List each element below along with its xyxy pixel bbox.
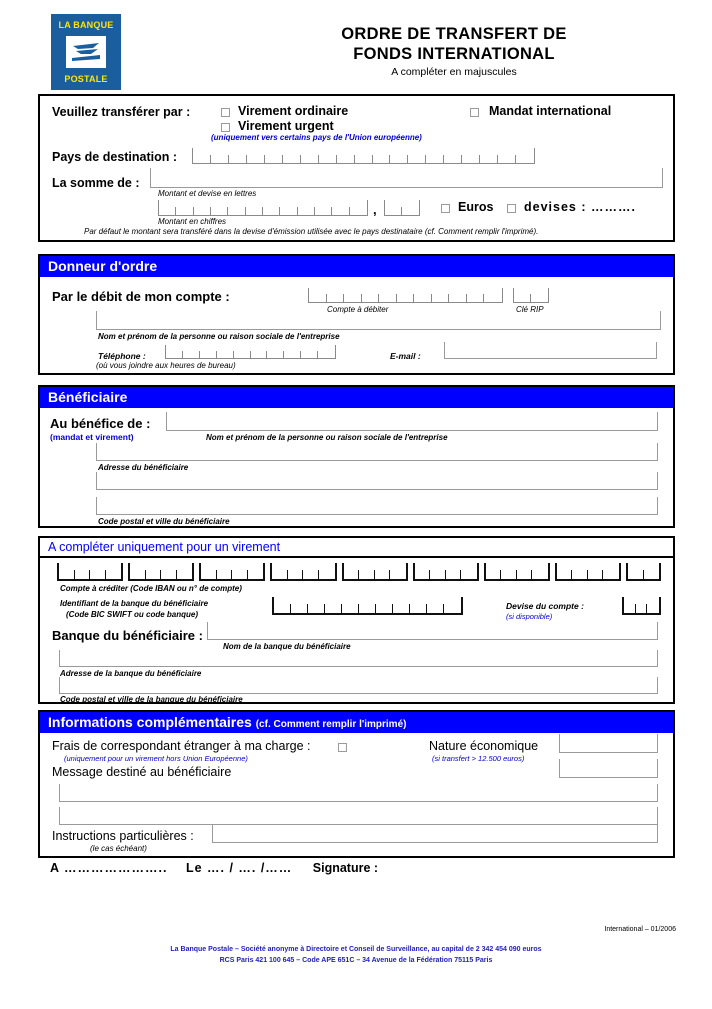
devise-compte-note: (si disponible) [506, 612, 553, 621]
comb-cell[interactable] [318, 345, 335, 358]
comb-cell[interactable] [415, 563, 431, 579]
comb-cell[interactable] [461, 563, 477, 579]
note-virement-urgent: (uniquement vers certains pays de l'Union européenne) [211, 133, 422, 142]
comb-cell[interactable] [480, 148, 498, 163]
comb-cell[interactable] [301, 148, 319, 163]
iban-group[interactable] [199, 563, 265, 581]
telephone-label: Téléphone : [98, 351, 146, 361]
transfer-intro-label: Veuillez transférer par : [52, 105, 191, 119]
checkbox-virement-urgent[interactable] [221, 123, 230, 132]
beneficiaire-section-title: Bénéficiaire [40, 387, 673, 408]
la-poste-bird-icon [66, 36, 106, 68]
devise-compte-input[interactable] [622, 597, 661, 615]
comb-cell[interactable] [373, 148, 391, 163]
checkbox-virement-ordinaire[interactable] [221, 108, 230, 117]
comb-cell[interactable] [362, 288, 380, 302]
comb-cell[interactable] [319, 148, 337, 163]
comb-cell[interactable] [263, 200, 280, 215]
message-beneficiaire-label: Message destiné au bénéficiaire [52, 765, 232, 779]
identifiant-banque-input[interactable] [272, 597, 463, 615]
frais-correspondant-label: Frais de correspondant étranger à ma charge : [52, 739, 311, 753]
comb-cell[interactable] [467, 288, 485, 302]
comb-cell[interactable] [446, 563, 462, 579]
donneur-nom-caption: Nom et prénom de la personne ou raison sociale de l'entreprise [98, 332, 340, 341]
compte-a-crediter-input[interactable] [57, 563, 661, 581]
comb-cell[interactable] [430, 563, 446, 579]
iban-group[interactable] [626, 563, 661, 581]
comb-cell[interactable] [557, 563, 573, 579]
telephone-input[interactable] [165, 345, 336, 359]
banque-adresse-caption: Adresse de la banque du bénéficiaire [60, 669, 202, 678]
infos-section-title [40, 712, 673, 733]
au-benefice-note: (mandat et virement) [50, 432, 134, 442]
comb-cell[interactable] [624, 597, 636, 613]
pays-destination-input[interactable] [192, 148, 535, 164]
comb-cell[interactable] [344, 288, 362, 302]
email-input[interactable] [444, 342, 657, 359]
banque-cp-ville-input[interactable] [59, 677, 658, 694]
label-devises: devises : ………. [524, 200, 636, 214]
title-line-2: FONDS INTERNATIONAL [353, 45, 555, 63]
comb-cell[interactable] [146, 563, 162, 579]
instructions-particulieres-label: Instructions particulières : [52, 829, 194, 843]
comb-cell[interactable] [393, 597, 410, 613]
nature-economique-input-1[interactable] [559, 734, 658, 753]
comb-cell[interactable] [501, 563, 517, 579]
telephone-note: (où vous joindre aux heures de bureau) [96, 361, 236, 370]
beneficiaire-adresse-input-2[interactable] [96, 472, 658, 490]
comb-cell[interactable] [344, 563, 360, 579]
cle-rip-caption: Clé RIP [516, 305, 544, 314]
identifiant-banque-caption-line1: Identifiant de la banque du bénéficiaire [60, 599, 209, 608]
comb-cell[interactable] [644, 563, 660, 579]
comb-cell[interactable] [462, 148, 480, 163]
comb-cell[interactable] [342, 597, 359, 613]
iban-group[interactable] [270, 563, 336, 581]
iban-group[interactable] [484, 563, 550, 581]
comb-cell[interactable] [514, 288, 531, 302]
beneficiaire-section [38, 385, 675, 528]
beneficiaire-cp-ville-caption: Code postal et ville du bénéficiaire [98, 517, 230, 526]
comb-cell[interactable] [410, 597, 427, 613]
signature-label: Signature : [312, 861, 379, 875]
comb-cell[interactable] [375, 563, 391, 579]
logo-top-text: LA BANQUE [58, 20, 114, 30]
frais-correspondant-note: (uniquement pour un virement hors Union Européenne) [64, 754, 248, 763]
comb-cell[interactable] [390, 148, 408, 163]
iban-group[interactable] [128, 563, 194, 581]
comb-cell[interactable] [200, 345, 217, 358]
comb-cell[interactable] [402, 200, 419, 215]
comb-cell[interactable] [251, 345, 268, 358]
comb-cell[interactable] [359, 563, 375, 579]
comb-cell[interactable] [636, 597, 648, 613]
compte-a-crediter-caption: Compte à créditer (Code IBAN ou n° de compte) [60, 584, 242, 593]
comb-cell[interactable] [106, 563, 122, 579]
instructions-particulieres-input[interactable] [212, 824, 658, 843]
comb-cell[interactable] [161, 563, 177, 579]
signature-lieu-label: A ………………….. [50, 861, 168, 875]
comb-cell[interactable] [325, 597, 342, 613]
comb-cell[interactable] [272, 563, 288, 579]
comb-cell[interactable] [327, 288, 345, 302]
cle-rip-input[interactable] [513, 288, 549, 303]
la-banque-postale-logo [51, 14, 121, 90]
comb-cell[interactable] [427, 597, 444, 613]
comb-cell[interactable] [498, 148, 516, 163]
decimal-separator: , [373, 202, 377, 217]
virement-section-title: A compléter uniquement pour un virement [40, 538, 673, 558]
nature-economique-label: Nature économique [429, 739, 539, 753]
comb-cell[interactable] [444, 597, 461, 613]
comb-cell[interactable] [647, 597, 659, 613]
nature-economique-note: (si transfert > 12.500 euros) [432, 754, 525, 763]
montant-decimales-input[interactable] [384, 200, 420, 216]
comb-cell[interactable] [315, 200, 332, 215]
page-header [0, 0, 712, 92]
logo-bottom-text: POSTALE [64, 74, 108, 84]
banque-beneficiaire-label: Banque du bénéficiaire : [52, 628, 203, 643]
comb-cell[interactable] [234, 345, 251, 358]
virement-section [38, 536, 675, 704]
transfer-footnote: Par défaut le montant sera transféré dans la devise d'émission utilisée avec le pays destinataire (cf. Comment remplir l'imprimé). [84, 227, 539, 236]
comb-cell[interactable] [486, 563, 502, 579]
iban-group[interactable] [555, 563, 621, 581]
comb-cell[interactable] [588, 563, 604, 579]
message-beneficiaire-input-2[interactable] [59, 807, 658, 825]
comb-cell[interactable] [414, 288, 432, 302]
title-subtitle: A compléter en majuscules [391, 66, 517, 78]
banque-nom-caption: Nom de la banque du bénéficiaire [223, 642, 351, 651]
comb-cell[interactable] [532, 563, 548, 579]
comb-cell[interactable] [303, 563, 319, 579]
nature-economique-input-2[interactable] [559, 759, 658, 778]
beneficiaire-adresse-caption: Adresse du bénéficiaire [98, 463, 189, 472]
comb-cell[interactable] [130, 563, 146, 579]
comb-cell[interactable] [444, 148, 462, 163]
instructions-particulieres-note: (le cas échéant) [90, 844, 147, 853]
donneur-nom-input[interactable] [96, 311, 661, 330]
comb-cell[interactable] [291, 597, 308, 613]
banque-adresse-input[interactable] [59, 650, 658, 667]
comb-cell[interactable] [390, 563, 406, 579]
comb-cell[interactable] [359, 597, 376, 613]
comb-cell[interactable] [308, 597, 325, 613]
comb-cell[interactable] [572, 563, 588, 579]
beneficiaire-nom-input[interactable] [166, 412, 658, 431]
au-benefice-label: Au bénéfice de : [50, 416, 151, 431]
comb-cell[interactable] [159, 200, 176, 215]
comb-cell[interactable] [267, 345, 284, 358]
comb-cell[interactable] [232, 563, 248, 579]
comb-cell[interactable] [211, 200, 228, 215]
email-label: E-mail : [390, 351, 421, 361]
signature-row [50, 859, 378, 877]
comb-cell[interactable] [350, 200, 367, 215]
infos-section-title-main: Informations complémentaires [48, 714, 252, 730]
checkbox-devises[interactable] [507, 204, 516, 213]
footer-reference: International – 01/2006 [604, 926, 676, 933]
comb-cell[interactable] [517, 563, 533, 579]
comb-cell[interactable] [531, 288, 548, 302]
comb-cell[interactable] [246, 200, 263, 215]
comb-cell[interactable] [283, 148, 301, 163]
comb-cell[interactable] [229, 148, 247, 163]
footer-legal-line-1: La Banque Postale – Société anonyme à Directoire et Conseil de Surveillance, au capital de 2 342 454 090 euros [170, 946, 542, 953]
comb-cell[interactable] [397, 288, 415, 302]
comb-cell[interactable] [376, 597, 393, 613]
devise-compte-label: Devise du compte : [506, 601, 584, 611]
comb-cell[interactable] [603, 563, 619, 579]
comb-cell[interactable] [201, 563, 217, 579]
la-poste-bird-svg [69, 39, 103, 65]
compte-a-debiter-input[interactable] [308, 288, 503, 303]
comb-cell[interactable] [265, 148, 283, 163]
signature-date-label: Le …. / …. /…… [185, 861, 293, 875]
message-beneficiaire-input-1[interactable] [59, 784, 658, 802]
label-virement-ordinaire: Virement ordinaire [238, 104, 349, 118]
comb-cell[interactable] [516, 148, 534, 163]
checkbox-frais-correspondant[interactable] [338, 743, 347, 752]
comb-cell[interactable] [337, 148, 355, 163]
comb-cell[interactable] [183, 345, 200, 358]
checkbox-euros[interactable] [441, 204, 450, 213]
debit-compte-label: Par le débit de mon compte : [52, 289, 230, 304]
beneficiaire-cp-ville-input[interactable] [96, 497, 658, 515]
footer-legal-line-2: RCS Paris 421 100 645 – Code APE 651C – 34 Avenue de la Fédération 75115 Paris [219, 957, 493, 964]
comb-cell[interactable] [288, 563, 304, 579]
iban-group[interactable] [57, 563, 123, 581]
comb-cell[interactable] [449, 288, 467, 302]
comb-cell[interactable] [408, 148, 426, 163]
label-euros: Euros [458, 200, 494, 214]
comb-cell[interactable] [217, 563, 233, 579]
iban-group[interactable] [342, 563, 408, 581]
comb-cell[interactable] [176, 200, 193, 215]
comb-cell[interactable] [274, 597, 291, 613]
comb-cell[interactable] [193, 148, 211, 163]
comb-cell[interactable] [228, 200, 245, 215]
comb-cell[interactable] [332, 200, 349, 215]
checkbox-mandat-international[interactable] [470, 108, 479, 117]
donneur-ordre-section-title: Donneur d'ordre [40, 256, 673, 277]
title-line-1: ORDRE DE TRANSFERT DE [341, 25, 567, 43]
comb-cell[interactable] [628, 563, 644, 579]
comb-cell[interactable] [247, 148, 265, 163]
infos-complementaires-section [38, 710, 675, 858]
comb-cell[interactable] [379, 288, 397, 302]
comb-cell[interactable] [426, 148, 444, 163]
comb-cell[interactable] [385, 200, 402, 215]
comb-cell[interactable] [319, 563, 335, 579]
banque-nom-input[interactable] [207, 622, 658, 640]
infos-section-title-note: (cf. Comment remplir l'imprimé) [255, 719, 407, 730]
comb-cell[interactable] [484, 288, 502, 302]
comb-cell[interactable] [177, 563, 193, 579]
identifiant-banque-caption-line2: (Code BIC SWIFT ou code banque) [66, 610, 198, 619]
comb-cell[interactable] [284, 345, 301, 358]
iban-group[interactable] [413, 563, 479, 581]
beneficiaire-nom-caption: Nom et prénom de la personne ou raison sociale de l'entreprise [206, 433, 448, 442]
footer-legal [0, 944, 712, 966]
beneficiaire-adresse-input-1[interactable] [96, 443, 658, 461]
comb-cell[interactable] [309, 288, 327, 302]
comb-cell[interactable] [432, 288, 450, 302]
compte-a-debiter-caption: Compte à débiter [327, 305, 389, 314]
label-virement-urgent: Virement urgent [238, 119, 334, 133]
comb-cell[interactable] [75, 563, 91, 579]
somme-label: La somme de : [52, 176, 140, 190]
comb-cell[interactable] [280, 200, 297, 215]
banque-cp-ville-caption: Code postal et ville de la banque du bénéficiaire [60, 695, 243, 704]
comb-cell[interactable] [248, 563, 264, 579]
pays-destination-label: Pays de destination : [52, 150, 178, 164]
comb-cell[interactable] [298, 200, 315, 215]
comb-cell[interactable] [166, 345, 183, 358]
transfer-section [38, 94, 675, 242]
somme-lettres-input[interactable] [150, 168, 663, 188]
comb-cell[interactable] [355, 148, 373, 163]
label-mandat-international: Mandat international [489, 104, 612, 118]
comb-cell[interactable] [90, 563, 106, 579]
page-title [244, 24, 664, 80]
comb-cell[interactable] [217, 345, 234, 358]
comb-cell[interactable] [301, 345, 318, 358]
donneur-ordre-section [38, 254, 675, 375]
comb-cell[interactable] [59, 563, 75, 579]
somme-lettres-caption: Montant et devise en lettres [158, 189, 257, 198]
montant-chiffres-caption: Montant en chiffres [158, 217, 227, 226]
comb-cell[interactable] [194, 200, 211, 215]
montant-chiffres-input[interactable] [158, 200, 368, 216]
comb-cell[interactable] [211, 148, 229, 163]
